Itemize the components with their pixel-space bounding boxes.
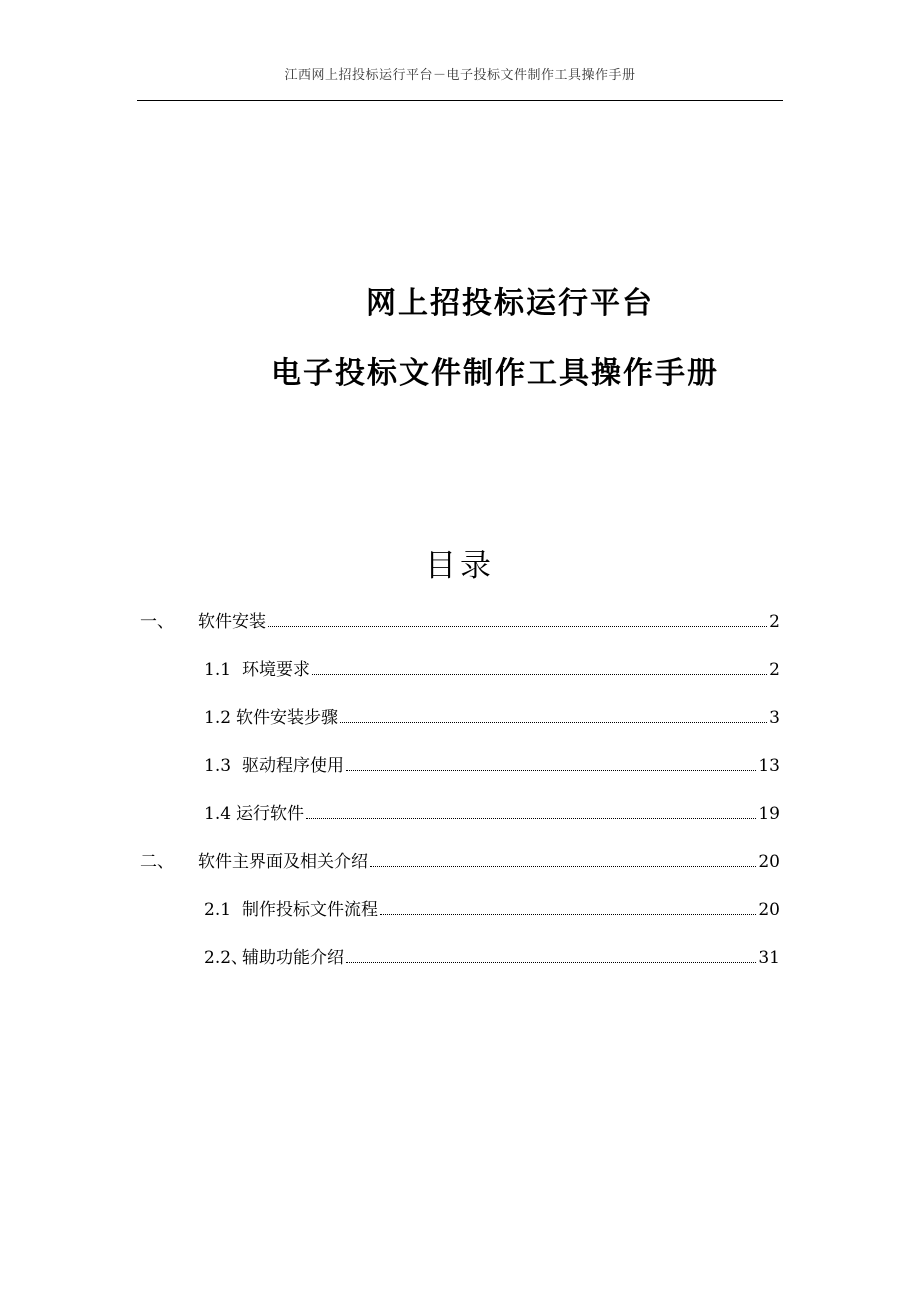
- toc-entry-label: 辅助功能介绍: [242, 948, 344, 968]
- toc-entry-label: 软件主界面及相关介绍: [198, 852, 368, 872]
- toc-heading: 目录: [425, 548, 495, 584]
- toc-leader-dots: [340, 722, 767, 723]
- toc-entry-label: 运行软件: [236, 804, 304, 824]
- toc-leader-dots: [380, 914, 756, 915]
- toc-leader-dots: [346, 770, 756, 771]
- toc-leader-dots: [268, 626, 767, 627]
- toc-entry-1[interactable]: [140, 606, 780, 632]
- toc-entry-label: 软件安装: [198, 612, 266, 632]
- toc-leader-dots: [370, 866, 756, 867]
- toc-entry-number: 二、: [140, 852, 174, 872]
- toc-entry-page: 31: [758, 948, 780, 968]
- toc-leader-dots: [306, 818, 756, 819]
- toc-entry-number: 1.3: [204, 756, 232, 776]
- toc-entry-number: 2.2、: [204, 948, 249, 968]
- toc-entry-number: 2.1: [204, 900, 232, 920]
- toc-entry-1-4[interactable]: [204, 798, 780, 824]
- toc-entry-page: 20: [758, 900, 780, 920]
- toc-entry-2[interactable]: [140, 846, 780, 872]
- running-header: 江西网上招投标运行平台－电子投标文件制作工具操作手册: [284, 68, 636, 83]
- toc-entry-page: 2: [769, 660, 780, 680]
- document-title-line-1: 网上招投标运行平台: [366, 286, 654, 321]
- toc-entry-number: 1.2: [204, 708, 232, 728]
- toc-entry-1-2[interactable]: [204, 702, 780, 728]
- toc-entry-1-3[interactable]: [204, 750, 780, 776]
- toc-entry-page: 3: [769, 708, 780, 728]
- toc-entry-page: 13: [758, 756, 780, 776]
- document-title-line-2: 电子投标文件制作工具操作手册: [271, 356, 719, 391]
- toc-entry-2-2[interactable]: [204, 942, 780, 968]
- toc-entry-number: 一、: [140, 612, 174, 632]
- toc-entry-label: 软件安装步骤: [236, 708, 338, 728]
- toc-entry-number: 1.1: [204, 660, 232, 680]
- toc-entry-page: 20: [758, 852, 780, 872]
- header-divider: [137, 100, 783, 101]
- toc-entry-2-1[interactable]: [204, 894, 780, 920]
- toc-entry-page: 19: [758, 804, 780, 824]
- toc-entry-page: 2: [769, 612, 780, 632]
- toc-leader-dots: [312, 674, 767, 675]
- toc-leader-dots: [346, 962, 756, 963]
- toc-entry-label: 制作投标文件流程: [242, 900, 378, 920]
- toc-entry-label: 驱动程序使用: [242, 756, 344, 776]
- toc-entry-label: 环境要求: [242, 660, 310, 680]
- toc-entry-1-1[interactable]: [204, 654, 780, 680]
- toc-entry-number: 1.4: [204, 804, 232, 824]
